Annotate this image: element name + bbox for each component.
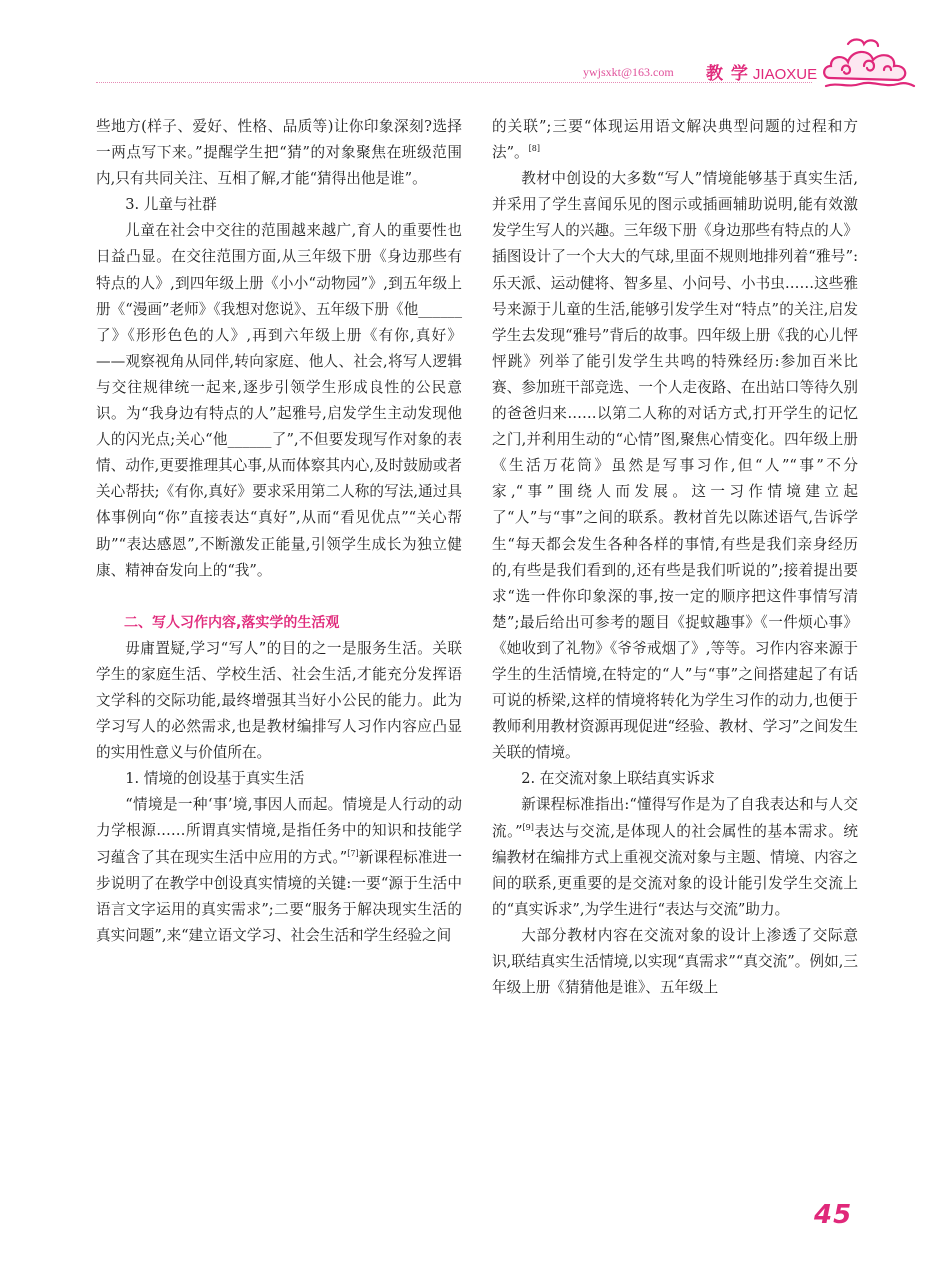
citation-ref: [8] (528, 144, 540, 154)
paragraph-text: 表达与交流,是体现人的社会属性的基本需求。统编教材在编排方式上重视交流对象与主题、情境、内容之间的联系,更重要的是交流对象的设计能引发学生交流上的“真实诉求”,为学生进行“表达与交流”助力。 (492, 822, 858, 918)
subheading: 3. 儿童与社群 (125, 196, 217, 214)
left-column (96, 114, 462, 949)
paragraph-text: 新课程标准进一步说明了在教学中创设真实情境的关键:一要“源于生活中语言文字运用的真实需求”;二要“服务于解决现实生活的真实问题”,来“建立语文学习、社会生活和学生经验之间 (96, 848, 462, 944)
page-number: 45 (814, 1200, 853, 1230)
header-email: ywjsxkt@163.com (583, 65, 674, 79)
right-column (492, 114, 858, 1001)
paragraph: 些地方(样子、爱好、性格、品质等)让你印象深刻?选择一两点写下来。”提醒学生把“猜”的对象聚焦在班级范围内,只有共同关注、互相了解,才能“猜得出他是谁”。 (96, 118, 462, 188)
journal-title-en: JIAOXUE (752, 66, 818, 83)
paragraph: 毋庸置疑,学习“写人”的目的之一是服务生活。关联学生的家庭生活、学校生活、社会生活,才能充分发挥语文学科的交际功能,最终增强其当好小公民的能力。此为学习写人的必然需求,也是教材编排写人习作内容应凸显的实用性意义与价值所在。 (96, 639, 462, 762)
paragraph: 教材中创设的大多数“写人”情境能够基于真实生活,并采用了学生喜闻乐见的图示或插画辅助说明,能有效激发学生写人的兴趣。三年级下册《身边那些有特点的人》插图设计了一个大大的气球,里面不规则地排列着“雅号”:乐天派、运动健将、智多星、小问号、小书虫……这些雅号来源于儿童的生活,能够引发学生对“特点”的关注,启发学生去发现“雅号”背后的故事。四年级上册《我的心儿怦怦跳》列举了能引发学生共鸣的特殊经历:参加百米比赛、参加班干部竞选、一个人走夜路、在出站口等待久别的爸爸归来……以第二人称的对话方式,打开学生的记忆之门,并利用生动的“心情”图,聚焦心情变化。四年级上册《生活万花筒》虽然是写事习作,但“人”“事”不分家,“事”围绕人而发展。这一习作情境建立起了“人”与“事”之间的联系。教材首先以陈述语气,告诉学生“每天都会发生各种各样的事情,有些是我们亲身经历的,有些是我们看到的,还有些是我们听说的”;接着提出要求“选一件你印象深的事,按一定的顺序把这件事情写清楚”;最后给出可参考的题目《捉蚊趣事》《一件烦心事》《她收到了礼物》《爷爷戒烟了》,等等。习作内容来源于学生的生活情境,在特定的“人”与“事”之间搭建起了有话可说的桥梁,这样的情境将转化为学生习作的动力,也便于教师利用教材资源再现促进“经验、教材、学习”之间发生关联的情境。 (492, 170, 858, 762)
journal-title-cn: 教 学 (706, 64, 749, 84)
journal-title (706, 59, 817, 84)
paragraph (492, 114, 858, 166)
page-header (0, 0, 950, 95)
paragraph: 大部分教材内容在交流对象的设计上渗透了交际意识,联结真实生活情境,以实现“真需求”“真交流”。例如,三年级上册《猜猜他是谁》、五年级上 (492, 926, 858, 997)
paragraph-text: “情境是一种‘事’境,事因人而起。情境是人行动的动力学根源……所谓真实情境,是指任务中的知识和技能学习蕴含了其在现实生活中应用的方式。” (96, 796, 462, 866)
subheading: 1. 情境的创设基于真实生活 (125, 770, 305, 788)
header-dotted-rule (96, 82, 812, 83)
auspicious-cloud-icon (818, 34, 918, 92)
paragraph-text: 新课程标准指出:“懂得写作是为了自我表达和与人交流。” (492, 796, 858, 840)
section-heading: 二、写人习作内容,落实学的生活观 (124, 614, 340, 631)
citation-ref: [7] (347, 848, 359, 858)
paragraph: 儿童在社会中交往的范围越来越广,育人的重要性也日益凸显。在交往范围方面,从三年级下册《身边那些有特点的人》,到四年级上册《小小“动物园”》,到五年级上册《“漫画”老师》《我想对您说》、五年级下册《他______了》《形形色色的人》,再到六年级上册《有你,真好》——观察视角从同伴,转向家庭、他人、社会,将写人逻辑与交往规律统一起来,逐步引领学生形成良性的公民意识。为“我身边有特点的人”起雅号,启发学生主动发现他人的闪光点;关心“他______了”,不但要发现写作对象的表情、动作,更要推理其心事,从而体察其内心,及时鼓励或者关心帮扶;《有你,真好》要求采用第二人称的写法,通过具体事例向“你”直接表达“真好”,从而“看见优点”“关心帮助”“表达感恩”,不断激发正能量,引领学生成长为独立健康、精神奋发向上的“我”。 (96, 222, 462, 579)
paragraph (96, 792, 462, 949)
subheading: 2. 在交流对象上联结真实诉求 (521, 770, 715, 788)
paragraph-text: 的关联”;三要“体现运用语文解决典型问题的过程和方法”。 (492, 118, 858, 162)
paragraph (492, 792, 858, 922)
citation-ref: [9] (522, 822, 534, 832)
